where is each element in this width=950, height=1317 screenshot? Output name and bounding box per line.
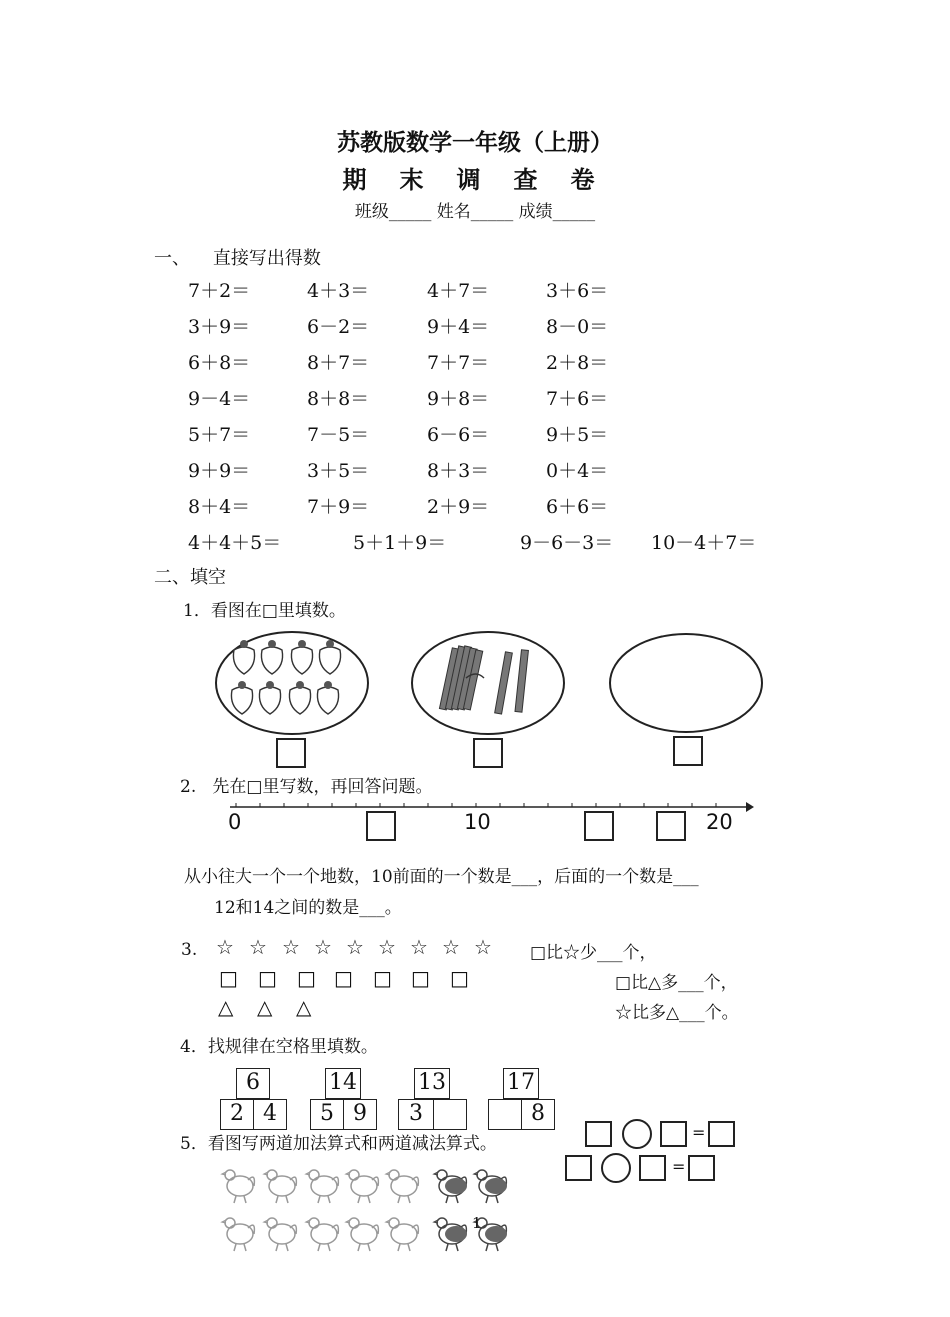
pattern-left-cell: 5 xyxy=(310,1099,344,1130)
equals-sign: = xyxy=(692,1123,706,1142)
square-icon: □ xyxy=(411,966,430,990)
pattern-top-cell: 6 xyxy=(236,1068,270,1099)
triangle-icon: △ xyxy=(218,995,234,1019)
square-icon: □ xyxy=(297,966,316,990)
problem: 8＋4＝ xyxy=(188,496,251,518)
equation-box[interactable] xyxy=(688,1155,715,1181)
answer-box-3[interactable] xyxy=(673,736,703,766)
problem: 7＋7＝ xyxy=(427,352,490,374)
q3-statement-a: □比☆少___个， xyxy=(530,943,657,963)
triangle-icon: △ xyxy=(257,995,273,1019)
problem: 8－0＝ xyxy=(546,316,609,338)
equation-box[interactable] xyxy=(660,1121,687,1147)
equation-box[interactable] xyxy=(565,1155,592,1181)
problem: 7＋9＝ xyxy=(307,496,370,518)
star-icon: ☆ xyxy=(314,935,332,959)
problem: 8＋8＝ xyxy=(307,388,370,410)
q2-prompt: 2. 先在□里写数，再回答问题。 xyxy=(180,777,433,797)
pattern-right-cell: 8 xyxy=(521,1099,555,1130)
problem: 6＋8＝ xyxy=(188,352,251,374)
numberline-box-1[interactable] xyxy=(366,811,396,841)
square-icon: □ xyxy=(450,966,469,990)
pattern-top-cell: 13 xyxy=(414,1068,450,1099)
pattern-right-cell[interactable] xyxy=(433,1099,467,1130)
star-icon: ☆ xyxy=(410,935,428,959)
page-number: 1 xyxy=(472,1214,482,1232)
problem: 6－2＝ xyxy=(307,316,370,338)
star-icon: ☆ xyxy=(216,935,234,959)
star-icon: ☆ xyxy=(474,935,492,959)
section2-heading: 二、填空 xyxy=(154,567,226,588)
triangle-icon: △ xyxy=(296,995,312,1019)
q4-prompt: 4．找规律在空格里填数。 xyxy=(180,1037,378,1057)
q3-number: 3. xyxy=(181,940,198,960)
star-icon: ☆ xyxy=(249,935,267,959)
problem: 5＋7＝ xyxy=(188,424,251,446)
numberline-label-0: 0 xyxy=(228,810,242,834)
problem: 4＋7＝ xyxy=(427,280,490,302)
square-icon: □ xyxy=(334,966,353,990)
star-icon: ☆ xyxy=(442,935,460,959)
problem: 6－6＝ xyxy=(427,424,490,446)
strawberry-icon xyxy=(231,647,340,714)
pattern-top-cell: 14 xyxy=(325,1068,361,1099)
problem: 3＋6＝ xyxy=(546,280,609,302)
q3-statement-c: ☆比多△___个。 xyxy=(615,1003,739,1023)
problem: 9＋4＝ xyxy=(427,316,490,338)
problem: 4＋4＋5＝ xyxy=(188,532,282,554)
answer-box-2[interactable] xyxy=(473,738,503,768)
pattern-right-cell: 9 xyxy=(343,1099,377,1130)
single-stick-icon xyxy=(495,652,513,714)
arrow-head-icon xyxy=(746,802,754,812)
equals-sign: = xyxy=(672,1157,686,1176)
q2-question-1: 从小往大一个一个地数，10前面的一个数是___，后面的一个数是___ xyxy=(184,867,699,887)
star-icon: ☆ xyxy=(378,935,396,959)
sticks-oval xyxy=(408,628,568,738)
star-icon: ☆ xyxy=(346,935,364,959)
pattern-left-cell: 3 xyxy=(398,1099,434,1130)
problem: 9＋9＝ xyxy=(188,460,251,482)
equation-box[interactable] xyxy=(585,1121,612,1147)
problem: 8＋7＝ xyxy=(307,352,370,374)
numberline-box-2[interactable] xyxy=(584,811,614,841)
problem: 9＋5＝ xyxy=(546,424,609,446)
student-info-line: 班级_____ 姓名_____ 成绩_____ xyxy=(354,202,596,222)
problem: 4＋3＝ xyxy=(307,280,370,302)
problem: 3＋9＝ xyxy=(188,316,251,338)
equation-box[interactable] xyxy=(639,1155,666,1181)
q1-prompt: 1．看图在□里填数。 xyxy=(183,601,346,621)
single-stick-icon xyxy=(515,650,528,712)
problem: 9－4＝ xyxy=(188,388,251,410)
equation-box[interactable] xyxy=(708,1121,735,1147)
problem: 5＋1＋9＝ xyxy=(353,532,447,554)
numberline-label-20: 20 xyxy=(706,810,733,834)
problem: 9－6－3＝ xyxy=(520,532,614,554)
pattern-right-cell: 4 xyxy=(253,1099,287,1130)
q5-prompt: 5．看图写两道加法算式和两道减法算式。 xyxy=(180,1134,497,1154)
section1-heading: 一、 直接写出得数 xyxy=(154,248,321,269)
problem: 0＋4＝ xyxy=(546,460,609,482)
pattern-left-cell[interactable] xyxy=(488,1099,522,1130)
chickens-picture xyxy=(218,1162,518,1256)
operator-circle[interactable] xyxy=(601,1153,631,1183)
problem: 3＋5＝ xyxy=(307,460,370,482)
problem: 7＋2＝ xyxy=(188,280,251,302)
problem: 9＋8＝ xyxy=(427,388,490,410)
white-hen-icon xyxy=(222,1170,418,1251)
problem: 6＋6＝ xyxy=(546,496,609,518)
paper-subtitle: 期末调查卷 xyxy=(342,165,628,194)
problem: 8＋3＝ xyxy=(427,460,490,482)
numberline-box-3[interactable] xyxy=(656,811,686,841)
q2-question-2: 12和14之间的数是___。 xyxy=(214,898,402,918)
strawberries-oval xyxy=(212,628,372,738)
answer-box-1[interactable] xyxy=(276,738,306,768)
stick-bundle-icon xyxy=(439,646,482,710)
star-icon: ☆ xyxy=(282,935,300,959)
problem: 7－5＝ xyxy=(307,424,370,446)
numberline-label-10: 10 xyxy=(464,810,491,834)
square-icon: □ xyxy=(373,966,392,990)
paper-title: 苏教版数学一年级（上册） xyxy=(337,129,613,156)
pattern-top-cell: 17 xyxy=(503,1068,539,1099)
q3-statement-b: □比△多___个， xyxy=(615,973,738,993)
problem: 7＋6＝ xyxy=(546,388,609,410)
empty-oval xyxy=(606,630,766,736)
problem: 2＋8＝ xyxy=(546,352,609,374)
pattern-left-cell: 2 xyxy=(220,1099,254,1130)
problem: 2＋9＝ xyxy=(427,496,490,518)
problem: 10－4＋7＝ xyxy=(651,532,757,554)
square-icon: □ xyxy=(258,966,277,990)
operator-circle[interactable] xyxy=(622,1119,652,1149)
square-icon: □ xyxy=(219,966,238,990)
